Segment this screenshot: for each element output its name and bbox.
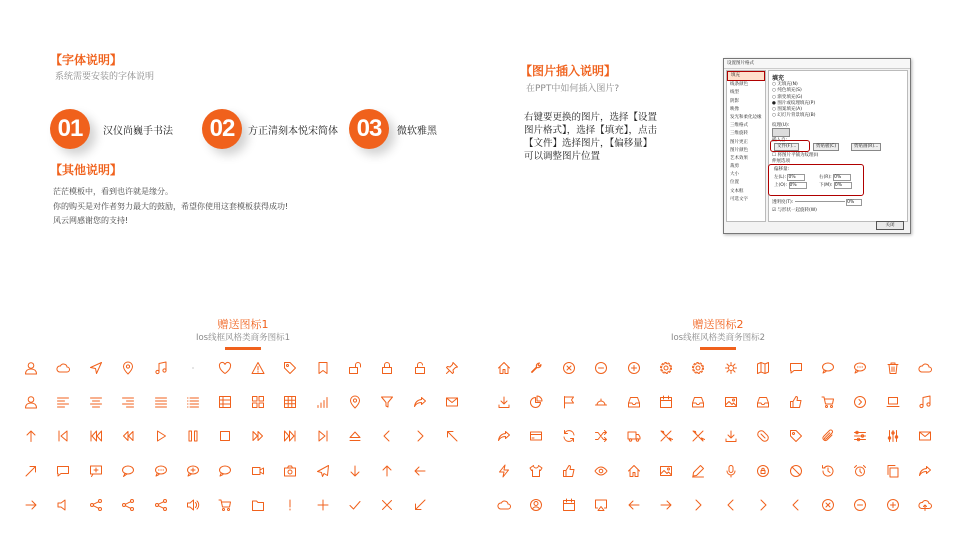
- video-icon: [251, 464, 265, 478]
- alarm-icon: [853, 464, 867, 478]
- heart-icon: [218, 361, 232, 375]
- transparency-row: 透明度(T): 0%: [772, 199, 862, 206]
- copy-icon: [886, 464, 900, 478]
- rewind-small-icon: [121, 429, 135, 443]
- share-nodes-icon: [89, 498, 103, 512]
- airplane-icon: [316, 464, 330, 478]
- map-icon: [756, 361, 770, 375]
- download-icon: [724, 429, 738, 443]
- block-icon: [789, 464, 803, 478]
- gear-icon: [691, 361, 705, 375]
- chevron-right-icon: [756, 498, 770, 512]
- chat-dots-icon: [154, 464, 168, 478]
- home-icon: [627, 464, 641, 478]
- sliders-icon: [853, 429, 867, 443]
- share-icon: [918, 464, 932, 478]
- file-button[interactable]: 文件(F)...: [774, 143, 799, 151]
- tag-icon: [283, 361, 297, 375]
- close-button[interactable]: 关闭: [876, 221, 904, 230]
- dialog-list-item[interactable]: 发光和柔化边缘: [730, 114, 762, 120]
- dialog-list-item[interactable]: 位置: [730, 180, 739, 186]
- tag-icon: [789, 429, 803, 443]
- stop-icon: [218, 429, 232, 443]
- share-icon: [497, 429, 511, 443]
- minus-circle-icon: [594, 361, 608, 375]
- close-circle-icon: [821, 498, 835, 512]
- thumbs-up-icon: [789, 395, 803, 409]
- volume-icon: [186, 498, 200, 512]
- offset-top-input[interactable]: 0%: [789, 182, 807, 189]
- speech-icon: [121, 464, 135, 478]
- other-line: 茫茫模板中，看到也许就是缘分。: [53, 187, 173, 196]
- skip-back-icon: [56, 429, 70, 443]
- music-icon: [154, 361, 168, 375]
- pie-chart-icon: [529, 395, 543, 409]
- dialog-list-item[interactable]: 图片颜色: [730, 147, 748, 153]
- fonts-section-title: 【字体说明】: [50, 53, 123, 67]
- clipart-button[interactable]: 剪贴画(R)...: [851, 143, 881, 151]
- offset-top: 上(O): 0%: [774, 182, 807, 189]
- dialog-list-item[interactable]: 填充: [727, 71, 765, 81]
- fill-options: [772, 82, 815, 120]
- radio-option[interactable]: ● 图片或纹理填充(P): [772, 100, 816, 106]
- arrow-up-left-icon: [445, 429, 459, 443]
- offset-bottom-input[interactable]: 0%: [834, 182, 852, 189]
- grid-icon: [251, 395, 265, 409]
- exclamation-icon: [283, 498, 297, 512]
- image-section-text: 右键要更换的图片，选择【设置图片格式】，选择【填充】，点击【文件】选择图片，【偏移量】可以调整图片位置: [524, 112, 658, 162]
- skip-forward-icon: [283, 429, 297, 443]
- inbox-icon: [691, 395, 705, 409]
- icon-grid-2-underline: [700, 347, 736, 350]
- chevron-right-icon: [691, 498, 705, 512]
- offset-right-input[interactable]: 0%: [833, 174, 851, 181]
- arrow-down-left-icon: [413, 498, 427, 512]
- radio-option[interactable]: ○ 图案填充(A): [772, 107, 802, 113]
- chat-bubble-icon: [789, 361, 803, 375]
- cloud-icon: [56, 361, 70, 375]
- calendar-icon: [562, 498, 576, 512]
- download-icon: [497, 395, 511, 409]
- shirt-icon: [529, 464, 543, 478]
- arrow-left-icon: [627, 498, 641, 512]
- radio-option[interactable]: ○ 纯色填充(S): [772, 88, 802, 94]
- align-right-icon: [121, 395, 135, 409]
- chevron-right-icon: [413, 429, 427, 443]
- chat-bubble-icon: [56, 464, 70, 478]
- location-pin-icon: [348, 395, 362, 409]
- pill-icon: [756, 429, 770, 443]
- dialog-list-item[interactable]: 线型: [730, 90, 739, 96]
- eject-icon: [348, 429, 362, 443]
- highlight-file-button: [770, 140, 810, 152]
- image-section-subtitle: 在PPT中如何插入图片?: [526, 84, 620, 94]
- eye-icon: [594, 464, 608, 478]
- cart-icon: [821, 395, 835, 409]
- dialog-fill-panel: [768, 70, 908, 222]
- rewind-icon: [89, 429, 103, 443]
- close-icon: [380, 498, 394, 512]
- align-center-icon: [89, 395, 103, 409]
- dialog-list-item[interactable]: 映像: [730, 106, 739, 112]
- cloud-icon: [918, 361, 932, 375]
- font-number-badge: 01: [50, 109, 90, 149]
- plus-icon: [316, 498, 330, 512]
- inbox-icon: [756, 395, 770, 409]
- filter-icon: [380, 395, 394, 409]
- chat-icon: [218, 464, 232, 478]
- dialog-list-item[interactable]: 阴影: [730, 98, 739, 104]
- music-icon: [918, 395, 932, 409]
- font-number-badge: 03: [349, 109, 389, 149]
- pushpin-icon: [445, 361, 459, 375]
- dialog-title: 设置图片格式: [724, 59, 910, 69]
- calendar-icon: [659, 395, 673, 409]
- lock-icon: [380, 361, 394, 375]
- chat-plus-icon: [186, 464, 200, 478]
- arrow-right-icon: [659, 498, 673, 512]
- dialog-list-item[interactable]: 可选文字: [730, 196, 748, 202]
- sliders-vertical-icon: [886, 429, 900, 443]
- paperclip-icon: [821, 429, 835, 443]
- radio-option[interactable]: ○ 渐变填充(G): [772, 94, 803, 100]
- transparency-slider[interactable]: [795, 201, 845, 202]
- mail-icon: [445, 395, 459, 409]
- unlock-icon: [348, 361, 362, 375]
- signal-icon: [316, 395, 330, 409]
- laptop-icon: [886, 395, 900, 409]
- other-section-title: 【其他说明】: [50, 163, 123, 177]
- tools-icon: [691, 429, 705, 443]
- grid-9-icon: [283, 395, 297, 409]
- plus-circle-icon: [886, 498, 900, 512]
- dialog-list-item[interactable]: 艺术效果: [730, 155, 748, 161]
- next-track-icon: [316, 429, 330, 443]
- close-circle-icon: [562, 361, 576, 375]
- upload-icon: [24, 429, 38, 443]
- chat-icon: [821, 361, 835, 375]
- clock-back-icon: [821, 464, 835, 478]
- shuffle-icon: [594, 429, 608, 443]
- unlocked-icon: [413, 361, 427, 375]
- list-icon: [186, 395, 200, 409]
- offset-bottom: 下(M): 0%: [819, 182, 852, 189]
- dialog-list-item[interactable]: 大小: [730, 172, 739, 178]
- lock-circle-icon: [756, 464, 770, 478]
- wrench-icon: [529, 361, 543, 375]
- cloud-upload-icon: [918, 498, 932, 512]
- mail-icon: [918, 429, 932, 443]
- folder-icon: [251, 498, 265, 512]
- chevron-left-icon: [789, 498, 803, 512]
- thumbs-up-icon: [562, 464, 576, 478]
- bookmark-icon: [316, 361, 330, 375]
- tile-checkbox[interactable]: ☐ 将图片平铺为纹理(I): [772, 153, 819, 158]
- plus-circle-icon: [627, 361, 641, 375]
- offset-left: 左(L): 0%: [774, 174, 805, 181]
- offset-left-input[interactable]: 0%: [787, 174, 805, 181]
- radio-option[interactable]: ○ 幻灯片背景填充(B): [772, 113, 816, 119]
- other-line: 你的购买是对作者努力最大的鼓励，希望你使用这套模板获得成功!: [53, 202, 289, 211]
- lightning-icon: [497, 464, 511, 478]
- icon-grid-1-subtitle: Ios线框风格类商务图标1: [195, 333, 291, 343]
- home-icon: [497, 361, 511, 375]
- arrow-up-right-icon: [24, 464, 38, 478]
- font-number-badge: 02: [202, 109, 242, 149]
- microphone-icon: [724, 464, 738, 478]
- dialog-list-item[interactable]: 线条颜色: [730, 82, 748, 88]
- fill-header: 填充: [772, 75, 785, 82]
- trash-icon: [886, 361, 900, 375]
- dialog-list-item[interactable]: 三维旋转: [730, 131, 748, 137]
- share-nodes-icon: [154, 498, 168, 512]
- radio-option[interactable]: ○ 无填充(N): [772, 82, 798, 87]
- fonts-section-subtitle: 系统需要安装的字体说明: [55, 72, 155, 82]
- chat-add-icon: [89, 464, 103, 478]
- dialog-list-item[interactable]: 三维格式: [730, 123, 748, 129]
- navigation-icon: [89, 361, 103, 375]
- dialog-list-item[interactable]: 图片更正: [730, 139, 748, 145]
- airplay-icon: [594, 498, 608, 512]
- image-section-title: 【图片插入说明】: [520, 64, 617, 78]
- cart-icon: [218, 498, 232, 512]
- other-line: 风云网感谢您的支持!: [53, 216, 129, 225]
- flag-icon: [562, 395, 576, 409]
- user-circle-icon: [529, 498, 543, 512]
- share-icon: [413, 395, 427, 409]
- chat-dots-icon: [853, 361, 867, 375]
- dialog-list-item[interactable]: 裁剪: [730, 164, 739, 170]
- chevron-left-icon: [724, 498, 738, 512]
- refresh-icon: [562, 429, 576, 443]
- minus-circle-icon: [853, 498, 867, 512]
- stretch-options-label: 伸展选项: [772, 159, 790, 164]
- offset-right: 右(R): 0%: [819, 174, 851, 181]
- gear-icon: [659, 361, 673, 375]
- texture-label: 纹理(U):: [772, 123, 790, 128]
- tools-icon: [659, 429, 673, 443]
- font-name: 微软雅黑: [397, 126, 437, 137]
- icon-grid-1-underline: [225, 347, 261, 350]
- picture-icon: [724, 395, 738, 409]
- credit-card-icon: [529, 429, 543, 443]
- user-icon: [24, 395, 38, 409]
- location-pin-icon: [121, 361, 135, 375]
- inbox-icon: [627, 395, 641, 409]
- icon-grid-1-title: 赠送图标1: [217, 318, 269, 331]
- font-name: 汉仪尚巍手书法: [103, 126, 173, 137]
- dialog-list-item[interactable]: 文本框: [730, 188, 744, 194]
- arrow-down-icon: [348, 464, 362, 478]
- user-icon: [24, 361, 38, 375]
- blank-icon: [186, 361, 200, 375]
- warning-icon: [251, 361, 265, 375]
- dialog-category-list: [726, 70, 766, 222]
- arrow-up-icon: [380, 464, 394, 478]
- truck-icon: [627, 429, 641, 443]
- transparency-input[interactable]: 0%: [846, 199, 862, 206]
- justify-icon: [154, 395, 168, 409]
- chevron-left-icon: [380, 429, 394, 443]
- font-name: 方正清刻本悦宋简体: [248, 126, 338, 137]
- camera-icon: [283, 464, 297, 478]
- share-nodes-icon: [121, 498, 135, 512]
- arrow-right-icon: [24, 498, 38, 512]
- icon-grid-2-title: 赠送图标2: [692, 318, 744, 331]
- align-left-icon: [56, 395, 70, 409]
- settings-icon: [724, 361, 738, 375]
- clipboard-button[interactable]: 剪贴板(C): [813, 143, 839, 151]
- insert-from-label: 插入自:: [772, 138, 788, 143]
- offset-label: 偏移量:: [774, 167, 790, 172]
- edit-icon: [691, 464, 705, 478]
- list-grid-icon: [218, 395, 232, 409]
- rotate-checkbox[interactable]: ☑ 与形状一起旋转(W): [772, 208, 817, 213]
- pause-icon: [186, 429, 200, 443]
- play-icon: [154, 429, 168, 443]
- cloud-icon: [497, 498, 511, 512]
- format-picture-dialog: [723, 58, 911, 234]
- picture-icon: [659, 464, 673, 478]
- chevron-right-circle-icon: [853, 395, 867, 409]
- hat-icon: [594, 395, 608, 409]
- speaker-icon: [56, 498, 70, 512]
- arrow-left-icon: [413, 464, 427, 478]
- check-icon: [348, 498, 362, 512]
- texture-picker[interactable]: [772, 128, 790, 137]
- fast-forward-icon: [251, 429, 265, 443]
- icon-grid-2-subtitle: Ios线框风格类商务图标2: [670, 333, 766, 343]
